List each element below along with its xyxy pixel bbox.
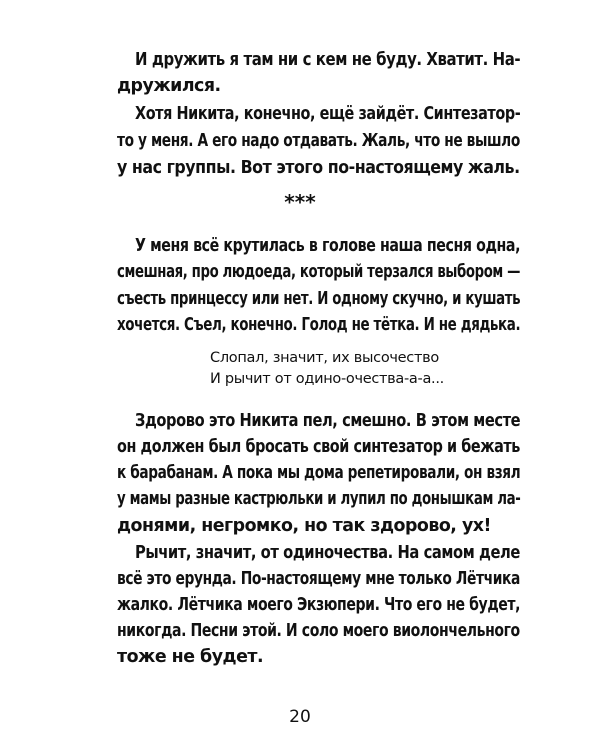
verse-line-2: И рычит от одино-очества-а-а... [210,371,444,387]
paragraph-5-line-4: никогда. Песни этой. И соло моего виолончельного [117,621,520,641]
paragraph-3-line-2: смешная, про людоеда, который терзался выбором — [117,262,521,282]
paragraph-2-line-3: у нас группы. Вот этого по-настоящему жаль. [117,158,520,178]
paragraph-4-line-5: донями, негромко, но так здорово, ух! [117,516,491,536]
verse-line-1: Слопал, значит, их высочество [210,350,439,366]
paragraph-2-line-1: Хотя Никита, конечно, ещё зайдёт. Синтезатор- [135,104,521,124]
paragraph-4-line-2: он должен был бросать свой синтезатор и бежать [117,437,520,457]
page-number: 20 [289,707,311,727]
section-separator: *** [284,190,316,214]
paragraph-1-line-2: дружился. [117,76,221,96]
paragraph-3-line-1: У меня всё крутилась в голове наша песня одна, [135,236,521,256]
paragraph-4-line-3: к барабанам. А пока мы дома репетировали, он взял [117,463,521,483]
paragraph-5-line-1: Рычит, значит, от одиночества. На самом деле [135,543,520,563]
paragraph-3-line-3: съесть принцессу или нет. И одному скучно, и кушать [117,289,521,309]
paragraph-1-line-1: И дружить я там ни с кем не буду. Хватит. На- [135,50,521,70]
paragraph-4-line-1: Здорово это Никита пел, смешно. В этом месте [135,411,521,431]
paragraph-5-line-3: жалко. Лётчика моего Экзюпери. Что его не будет, [117,595,521,615]
paragraph-2-line-2: то у меня. А его надо отдавать. Жаль, что не вышло [117,131,520,151]
paragraph-4-line-4: у мамы разные кастрюльки и лупил по донышкам ла- [117,489,521,509]
paragraph-5-line-5: тоже не будет. [117,647,264,667]
paragraph-5-line-2: всё это ерунда. По-настоящему мне только Лётчика [117,569,520,589]
paragraph-3-line-4: хочется. Съел, конечно. Голод не тётка. И не дядька. [117,315,521,335]
